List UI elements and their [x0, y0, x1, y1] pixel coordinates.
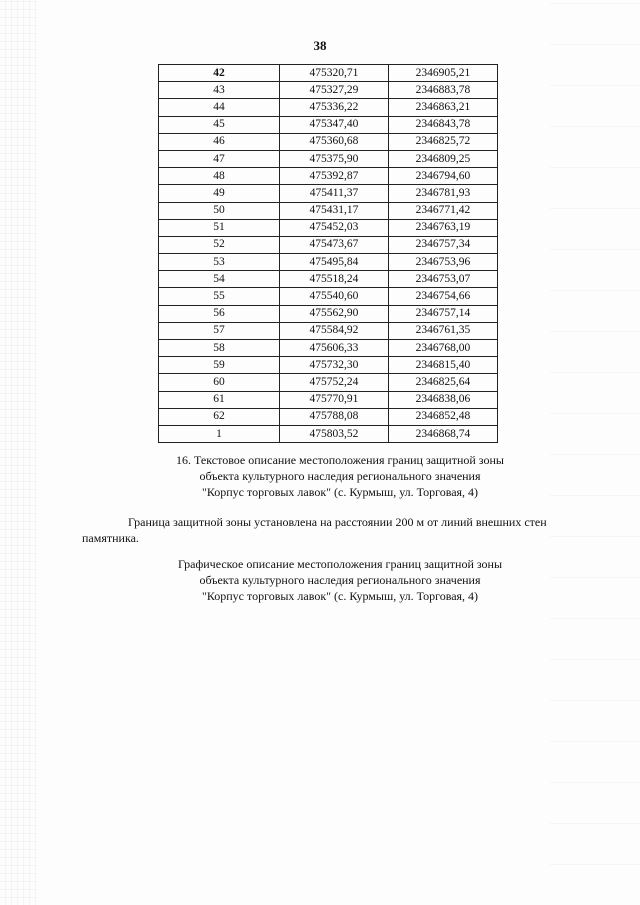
table-row — [159, 168, 498, 185]
x-coordinate-cell: 475606,33 — [280, 340, 389, 357]
point-number-cell: 54 — [159, 271, 280, 288]
y-coordinate-cell: 2346868,74 — [388, 425, 497, 442]
x-coordinate-cell: 475518,24 — [280, 271, 389, 288]
y-coordinate-cell: 2346815,40 — [388, 357, 497, 374]
point-number-cell: 60 — [159, 374, 280, 391]
point-number-cell: 62 — [159, 408, 280, 425]
boundary-paragraph-line-1: Граница защитной зоны установлена на расстоянии 200 м от линий внешних стен — [128, 515, 547, 529]
y-coordinate-cell: 2346838,06 — [388, 391, 497, 408]
y-coordinate-cell: 2346843,78 — [388, 116, 497, 133]
page-number: 38 — [313, 38, 327, 53]
y-coordinate-cell: 2346863,21 — [388, 99, 497, 116]
x-coordinate-cell: 475320,71 — [280, 65, 389, 82]
graphic-description-heading — [0, 556, 640, 604]
table-row — [159, 185, 498, 202]
x-coordinate-cell: 475752,24 — [280, 374, 389, 391]
x-coordinate-cell: 475431,17 — [280, 202, 389, 219]
x-coordinate-cell: 475347,40 — [280, 116, 389, 133]
table-row — [159, 357, 498, 374]
point-number-cell: 1 — [159, 425, 280, 442]
table-row — [159, 82, 498, 99]
point-number-cell: 55 — [159, 288, 280, 305]
section-16-heading-line-3: "Корпус торговых лавок" (с. Курмыш, ул. Торговая, 4) — [201, 485, 479, 499]
point-number-cell: 49 — [159, 185, 280, 202]
table-row — [159, 99, 498, 116]
point-number-cell: 61 — [159, 391, 280, 408]
point-number-cell: 58 — [159, 340, 280, 357]
x-coordinate-cell: 475411,37 — [280, 185, 389, 202]
x-coordinate-cell: 475495,84 — [280, 254, 389, 271]
point-number-cell: 47 — [159, 150, 280, 167]
boundary-paragraph — [82, 514, 602, 546]
coordinates-table-body — [159, 65, 498, 443]
y-coordinate-cell: 2346825,64 — [388, 374, 497, 391]
section-16-heading-line-2: объекта культурного наследия регионального значения — [199, 469, 481, 483]
table-row — [159, 202, 498, 219]
section-16-heading-line-1: 16. Текстовое описание местоположения границ защитной зоны — [176, 453, 504, 467]
graphic-heading-line-3: "Корпус торговых лавок" (с. Курмыш, ул. Торговая, 4) — [201, 589, 479, 603]
y-coordinate-cell: 2346763,19 — [388, 219, 497, 236]
table-row — [159, 133, 498, 150]
graphic-heading-line-1: Графическое описание местоположения границ защитной зоны — [177, 557, 503, 571]
y-coordinate-cell: 2346757,34 — [388, 236, 497, 253]
x-coordinate-cell: 475327,29 — [280, 82, 389, 99]
point-number-cell: 42 — [159, 65, 280, 82]
table-row — [159, 425, 498, 442]
table-row — [159, 374, 498, 391]
point-number-cell: 52 — [159, 236, 280, 253]
table-row — [159, 288, 498, 305]
table-row — [159, 340, 498, 357]
section-16-heading — [0, 452, 640, 500]
y-coordinate-cell: 2346852,48 — [388, 408, 497, 425]
point-number-cell: 56 — [159, 305, 280, 322]
table-row — [159, 305, 498, 322]
table-row — [159, 322, 498, 339]
table-row — [159, 254, 498, 271]
x-coordinate-cell: 475803,52 — [280, 425, 389, 442]
x-coordinate-cell: 475375,90 — [280, 150, 389, 167]
y-coordinate-cell: 2346781,93 — [388, 185, 497, 202]
point-number-cell: 44 — [159, 99, 280, 116]
x-coordinate-cell: 475360,68 — [280, 133, 389, 150]
x-coordinate-cell: 475732,30 — [280, 357, 389, 374]
table-row — [159, 408, 498, 425]
coordinates-table — [158, 64, 498, 443]
x-coordinate-cell: 475540,60 — [280, 288, 389, 305]
boundary-paragraph-line-2: памятника. — [82, 531, 139, 545]
y-coordinate-cell: 2346768,00 — [388, 340, 497, 357]
point-number-cell: 45 — [159, 116, 280, 133]
y-coordinate-cell: 2346794,60 — [388, 168, 497, 185]
point-number-cell: 46 — [159, 133, 280, 150]
x-coordinate-cell: 475452,03 — [280, 219, 389, 236]
point-number-cell: 51 — [159, 219, 280, 236]
x-coordinate-cell: 475770,91 — [280, 391, 389, 408]
y-coordinate-cell: 2346761,35 — [388, 322, 497, 339]
point-number-cell: 53 — [159, 254, 280, 271]
y-coordinate-cell: 2346754,66 — [388, 288, 497, 305]
table-row — [159, 219, 498, 236]
x-coordinate-cell: 475562,90 — [280, 305, 389, 322]
point-number-cell: 50 — [159, 202, 280, 219]
x-coordinate-cell: 475473,67 — [280, 236, 389, 253]
point-number-cell: 48 — [159, 168, 280, 185]
graphic-heading-line-2: объекта культурного наследия регионального значения — [199, 573, 481, 587]
table-row — [159, 391, 498, 408]
point-number-cell: 43 — [159, 82, 280, 99]
x-coordinate-cell: 475584,92 — [280, 322, 389, 339]
y-coordinate-cell: 2346809,25 — [388, 150, 497, 167]
table-row — [159, 116, 498, 133]
x-coordinate-cell: 475788,08 — [280, 408, 389, 425]
y-coordinate-cell: 2346905,21 — [388, 65, 497, 82]
point-number-cell: 59 — [159, 357, 280, 374]
table-row — [159, 150, 498, 167]
x-coordinate-cell: 475392,87 — [280, 168, 389, 185]
table-row — [159, 65, 498, 82]
y-coordinate-cell: 2346771,42 — [388, 202, 497, 219]
point-number-cell: 57 — [159, 322, 280, 339]
y-coordinate-cell: 2346825,72 — [388, 133, 497, 150]
x-coordinate-cell: 475336,22 — [280, 99, 389, 116]
y-coordinate-cell: 2346753,96 — [388, 254, 497, 271]
table-row — [159, 271, 498, 288]
table-row — [159, 236, 498, 253]
y-coordinate-cell: 2346753,07 — [388, 271, 497, 288]
y-coordinate-cell: 2346883,78 — [388, 82, 497, 99]
y-coordinate-cell: 2346757,14 — [388, 305, 497, 322]
